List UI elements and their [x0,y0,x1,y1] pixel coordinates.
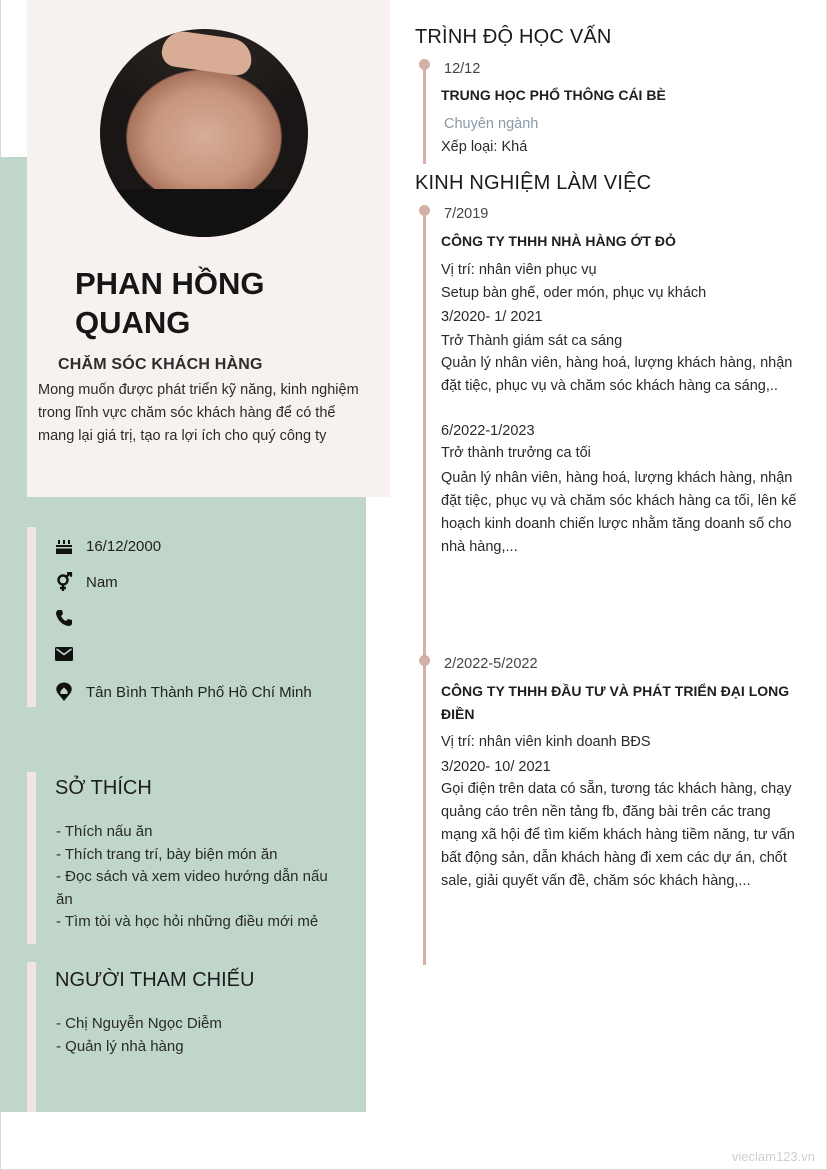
hobbies-list [56,821,331,934]
grade-label: Xếp loại: Khá [441,139,528,155]
photo-hand-shape [160,29,254,77]
job-date: 2/2022-5/2022 [444,656,538,672]
company-name: CÔNG TY THHH ĐẦU TƯ VÀ PHÁT TRIỂN ĐẠI LONG ĐIỀN [441,683,790,722]
career-objective: Mong muốn được phát triển kỹ năng, kinh nghiệm trong lĩnh vực chăm sóc khách hàng để có thể mang lại giá trị, tạo ra lợi ích cho quý công ty [38,382,359,444]
references-heading: NGƯỜI THAM CHIẾU [55,969,255,991]
experience-heading: KINH NGHIỆM LÀM VIỆC [415,172,652,194]
list-item: - Chị Nguyễn Ngọc Diễm [56,1015,222,1032]
experience-timeline [423,207,426,965]
job-duty: Setup bàn ghế, oder món, phục vụ khách [441,285,707,301]
list-item: - Đọc sách và xem video hướng dẫn nấu ăn [56,868,328,908]
education-timeline [423,62,426,164]
contact-accent-bar [27,527,36,707]
contact-address [54,681,312,703]
job-role: Trở Thành giám sát ca sáng [441,333,623,349]
job-period: 3/2020- 10/ 2021 [441,759,551,775]
experience-timeline-dot [419,655,430,666]
job-description: Quản lý nhân viên, hàng hoá, lượng khách hàng, nhận đặt tiệc, phục vụ và chăm sóc khách hàng ca tối, lên kế hoạch kinh doanh chiến lược nhằm tăng doanh số cho nhà hàng,... [441,470,797,555]
company-name: CÔNG TY THHH NHÀ HÀNG ỚT ĐỎ [441,233,676,249]
phone-icon [54,608,74,628]
job-role: Trở thành trưởng ca tối [441,445,591,461]
references-list [56,1013,336,1058]
job-date: 7/2019 [444,206,489,222]
location-pin-icon [54,682,74,702]
job-period: 6/2022-1/2023 [441,423,535,439]
list-item: - Thích trang trí, bày biện món ăn [56,845,278,863]
job-description: Quản lý nhân viên, hàng hoá, lượng khách hàng, nhận đặt tiệc, phục vụ và chăm sóc khách hàng ca sáng,.. [441,355,793,394]
education-date: 12/12 [444,61,481,77]
contact-gender [54,571,118,593]
address-value: Tân Bình Thành Phố Hồ Chí Minh [86,683,312,701]
school-name: TRUNG HỌC PHỔ THÔNG CÁI BÈ [441,87,666,103]
list-item: - Quản lý nhà hàng [56,1037,184,1055]
watermark: vieclam123.vn [731,1149,815,1164]
job-title: CHĂM SÓC KHÁCH HÀNG [58,356,263,373]
gender-icon [54,572,74,592]
profile-photo [100,29,308,237]
experience-timeline-dot [419,205,430,216]
education-timeline-dot [419,59,430,70]
job-period: 3/2020- 1/ 2021 [441,309,543,325]
birthday-value: 16/12/2000 [86,537,162,555]
photo-shirt-shape [100,189,308,237]
hobbies-heading: SỞ THÍCH [55,777,152,799]
job-position: Vị trí: nhân viên phục vụ [441,262,597,278]
major-label: Chuyên ngành [444,116,539,132]
job-position: Vị trí: nhân viên kinh doanh BĐS [441,734,651,750]
candidate-name: PHAN HỒNG QUANG [75,266,265,340]
references-accent-bar [27,962,36,1112]
list-item: - Tìm tòi và học hỏi những điều mới mẻ [56,913,319,930]
list-item: - Thích nấu ăn [56,823,153,840]
contact-phone [54,607,86,629]
education-heading: TRÌNH ĐỘ HỌC VẤN [415,26,612,48]
gender-value: Nam [86,573,118,591]
job-description: Gọi điện trên data có sẵn, tương tác khách hàng, chạy quảng cáo trên nền tảng fb, đăng bài trên các trang mạng xã hội để tìm kiếm khách hàng tiềm năng, tư vấn bất động sản, dẫn khách hàng đi xem các dự án, chốt sale, giải quyết vấn đề, chăm sóc khách hàng,... [441,781,795,889]
birthday-cake-icon [54,536,74,556]
hobbies-accent-bar [27,772,36,944]
contact-email [54,643,86,665]
contact-birthday [54,535,161,557]
mail-icon [54,644,74,664]
